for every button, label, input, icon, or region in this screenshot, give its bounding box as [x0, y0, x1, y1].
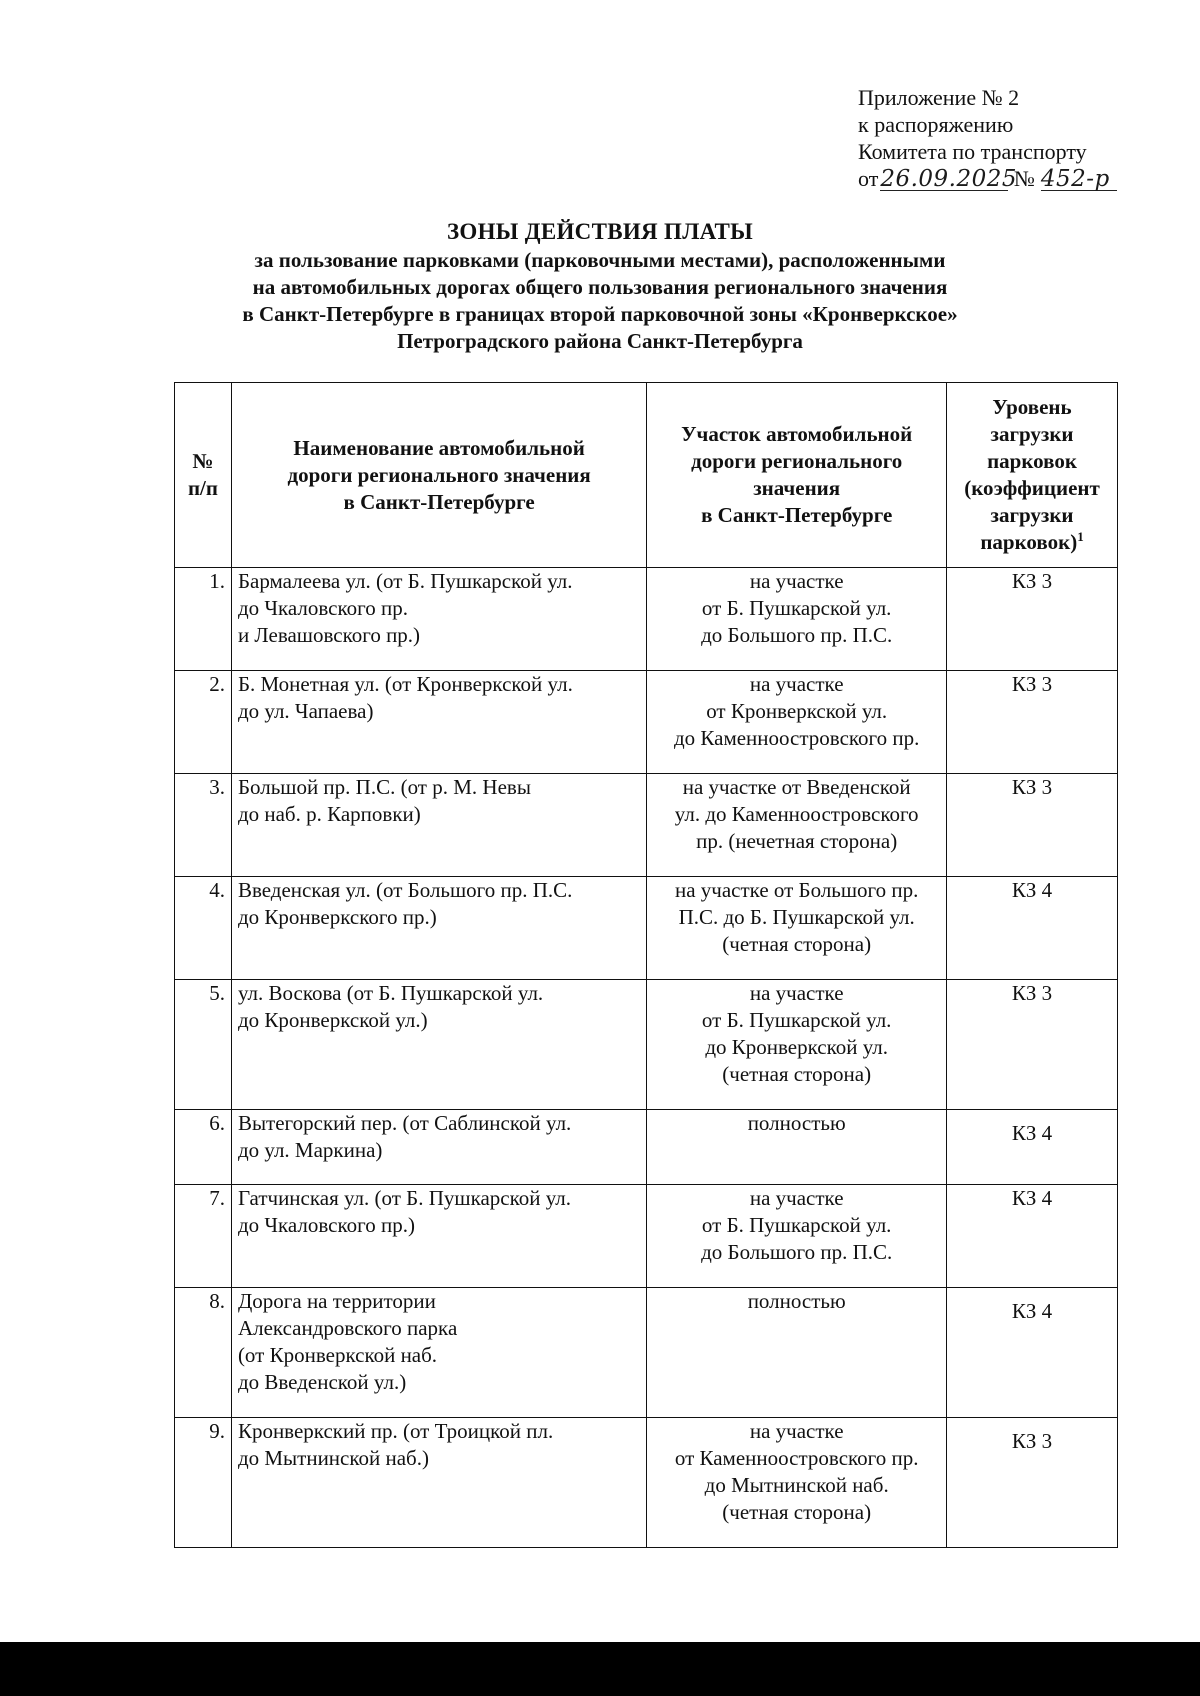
load-level-cell: КЗ 3: [947, 568, 1118, 671]
appendix-committee: Комитета по транспорту: [858, 139, 1087, 164]
road-name-cell: [231, 877, 646, 980]
header-road-section: [647, 383, 947, 568]
load-level-cell: КЗ 4: [947, 1110, 1118, 1185]
road-name-cell: [231, 1418, 646, 1548]
road-section-line: на участке от Введенской: [682, 775, 911, 799]
header-line: в Санкт-Петербурге: [701, 503, 893, 527]
row-number: 4.: [175, 877, 232, 980]
road-name-cell: [231, 774, 646, 877]
road-section-cell: [647, 877, 947, 980]
road-section-cell: [647, 1418, 947, 1548]
road-section-line: на участке: [749, 981, 844, 1005]
road-name-line: Вытегорский пер. (от Саблинской ул.: [237, 1111, 572, 1135]
table-row: [175, 1110, 1118, 1185]
road-name-line: Александровского парка: [237, 1316, 458, 1340]
header-line: дороги регионального значения: [287, 462, 591, 487]
row-number: 2.: [175, 671, 232, 774]
title-line-3: в Санкт-Петербурге в границах второй парковочной зоны «Кронверкское»: [242, 302, 958, 326]
road-section-line: (четная сторона): [722, 932, 872, 956]
header-line: загрузки: [990, 422, 1074, 446]
header-line: загрузки: [990, 503, 1074, 527]
title-main: ЗОНЫ ДЕЙСТВИЯ ПЛАТЫ: [446, 219, 754, 244]
handwritten-order-date: 26.09.2025: [880, 166, 1018, 192]
row-number: 9.: [175, 1418, 232, 1548]
table-body: [175, 568, 1118, 1548]
road-section-line: до Кронверкской ул.: [705, 1035, 889, 1059]
header-line: Участок автомобильной: [681, 422, 913, 446]
header-line: (коэффициент: [964, 476, 1100, 500]
road-section-line: на участке: [749, 1419, 844, 1443]
road-name-line: до Чкаловского пр.): [237, 1213, 415, 1237]
road-section-cell: [647, 1288, 947, 1418]
row-number: 8.: [175, 1288, 232, 1418]
road-section-cell: [647, 1110, 947, 1185]
road-name-cell: [231, 568, 646, 671]
order-from-prefix: от: [858, 166, 879, 191]
road-name-cell: [231, 1288, 646, 1418]
road-name-line: до Введенской ул.): [237, 1370, 407, 1394]
road-name-line: и Левашовского пр.): [237, 623, 421, 647]
road-name-line: Введенская ул. (от Большого пр. П.С.: [237, 878, 573, 902]
header-line: п/п: [187, 476, 218, 500]
road-section-line: до Большого пр. П.С.: [701, 623, 893, 647]
road-name-line: до наб. р. Карповки): [237, 802, 421, 826]
table-row: [175, 671, 1118, 774]
road-section-line: на участке: [749, 672, 844, 696]
road-section-line: на участке от Большого пр.: [674, 878, 919, 902]
document-title: [130, 218, 1070, 355]
handwritten-order-number: 452-р: [1041, 168, 1117, 191]
road-name-line: Гатчинская ул. (от Б. Пушкарской ул.: [237, 1186, 572, 1210]
road-name-line: до ул. Чапаева): [237, 699, 374, 723]
header-line: №: [192, 449, 214, 473]
road-name-cell: [231, 980, 646, 1110]
road-section-line: от Кронверкской ул.: [706, 699, 888, 723]
load-level-cell: КЗ 3: [947, 1418, 1118, 1548]
table-header-row: [175, 383, 1118, 568]
header-line: значения: [753, 476, 841, 500]
table-row: [175, 774, 1118, 877]
title-line-2: на автомобильных дорогах общего пользования регионального значения: [252, 275, 948, 299]
table-row: [175, 568, 1118, 671]
road-name-line: до Кронверкского пр.): [237, 905, 437, 929]
order-date-number-line: [858, 165, 1158, 192]
road-section-cell: [647, 980, 947, 1110]
load-level-cell: КЗ 4: [947, 1288, 1118, 1418]
row-number: 3.: [175, 774, 232, 877]
row-number: 5.: [175, 980, 232, 1110]
road-name-line: ул. Воскова (от Б. Пушкарской ул.: [237, 981, 544, 1005]
footnote-marker: 1: [1077, 529, 1084, 544]
road-section-line: до Большого пр. П.С.: [701, 1240, 893, 1264]
road-section-cell: [647, 568, 947, 671]
header-load-level: [947, 383, 1118, 568]
road-name-cell: [231, 671, 646, 774]
table-row: [175, 980, 1118, 1110]
road-name-line: до ул. Маркина): [237, 1138, 383, 1162]
load-level-cell: КЗ 3: [947, 980, 1118, 1110]
road-section-line: от Каменноостровского пр.: [674, 1446, 919, 1470]
road-section-line: от Б. Пушкарской ул.: [701, 1008, 892, 1032]
road-section-line: полностью: [747, 1111, 846, 1135]
load-level-cell: КЗ 4: [947, 1185, 1118, 1288]
road-section-line: на участке: [749, 569, 844, 593]
title-line-1: за пользование парковками (парковочными местами), расположенными: [254, 248, 946, 272]
road-name-line: Б. Монетная ул. (от Кронверкской ул.: [237, 672, 573, 696]
road-section-line: (четная сторона): [722, 1062, 872, 1086]
road-section-line: пр. (нечетная сторона): [696, 829, 898, 853]
road-section-cell: [647, 671, 947, 774]
road-name-line: (от Кронверкской наб.: [237, 1343, 438, 1367]
load-level-cell: КЗ 4: [947, 877, 1118, 980]
table-row: [175, 1418, 1118, 1548]
title-line-4: Петроградского района Санкт-Петербурга: [397, 329, 803, 353]
road-name-line: до Чкаловского пр.: [237, 596, 408, 620]
row-number: 6.: [175, 1110, 232, 1185]
load-level-cell: КЗ 3: [947, 774, 1118, 877]
road-name-line: Дорога на территории: [237, 1289, 436, 1313]
header-line: Уровень: [992, 395, 1072, 419]
header-line: дороги регионального: [691, 449, 903, 473]
header-line: парковок: [987, 449, 1077, 473]
header-line-text: парковок): [980, 530, 1078, 554]
road-section-cell: [647, 1185, 947, 1288]
order-number-sign: №: [1013, 166, 1035, 191]
row-number: 7.: [175, 1185, 232, 1288]
road-name-cell: [231, 1185, 646, 1288]
row-number: 1.: [175, 568, 232, 671]
header-line: Наименование автомобильной: [293, 435, 585, 460]
road-section-line: до Мытнинской наб.: [704, 1473, 889, 1497]
road-section-line: (четная сторона): [722, 1500, 872, 1524]
load-level-cell: КЗ 3: [947, 671, 1118, 774]
road-section-line: полностью: [747, 1289, 846, 1313]
road-name-line: Большой пр. П.С. (от р. М. Невы: [237, 775, 531, 799]
appendix-reference: к распоряжению: [858, 112, 1014, 137]
appendix-number: Приложение № 2: [858, 85, 1020, 110]
road-section-line: на участке: [749, 1186, 844, 1210]
header-road-name: [231, 383, 646, 568]
scan-border-bar: [0, 1642, 1200, 1696]
table-row: [175, 877, 1118, 980]
header-num: [175, 383, 232, 568]
table-row: [175, 1288, 1118, 1418]
road-name-cell: [231, 1110, 646, 1185]
road-section-cell: [647, 774, 947, 877]
road-section-line: от Б. Пушкарской ул.: [701, 1213, 892, 1237]
road-name-line: до Мытнинской наб.): [237, 1446, 429, 1470]
road-section-line: П.С. до Б. Пушкарской ул.: [678, 905, 915, 929]
road-section-line: ул. до Каменноостровского: [674, 802, 919, 826]
appendix-header: [858, 84, 1158, 192]
road-section-line: от Б. Пушкарской ул.: [701, 596, 892, 620]
parking-zones-table: [174, 382, 1118, 1548]
header-line: в Санкт-Петербурге: [343, 489, 535, 514]
road-name-line: Бармалеева ул. (от Б. Пушкарской ул.: [237, 569, 573, 593]
header-line: [953, 529, 1111, 556]
road-section-line: до Каменноостровского пр.: [673, 726, 920, 750]
road-name-line: Кронверкский пр. (от Троицкой пл.: [237, 1419, 554, 1443]
table-row: [175, 1185, 1118, 1288]
road-name-line: до Кронверкской ул.): [237, 1008, 428, 1032]
